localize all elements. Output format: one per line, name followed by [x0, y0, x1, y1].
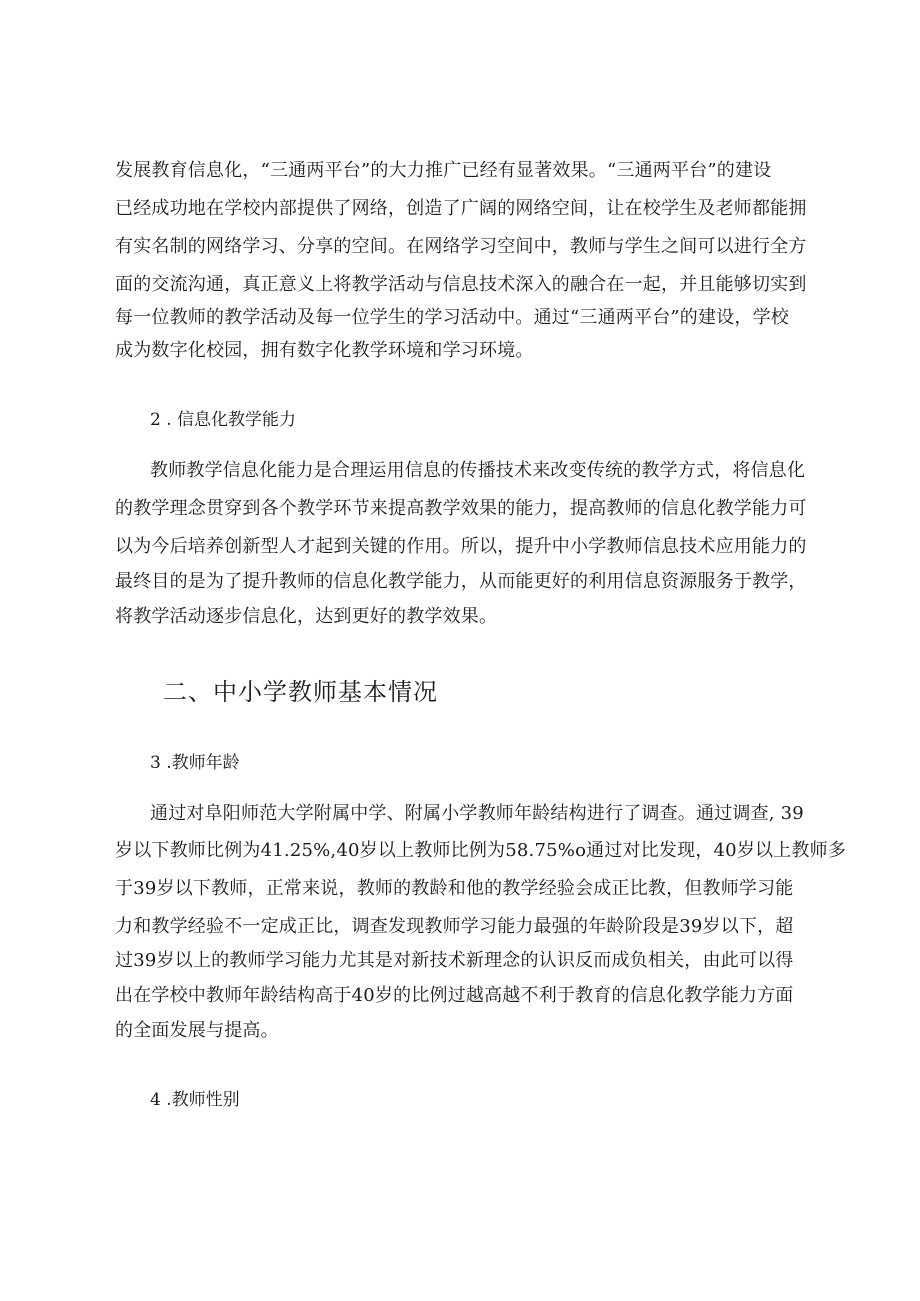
paragraph-3-line-7: 的全面发展与提高。 — [115, 1020, 279, 1041]
subheading-3: 3 .教师年龄 — [150, 753, 240, 773]
section-title: 二、中小学教师基本情况 — [163, 678, 438, 706]
paragraph-1-line-4: 面的交流沟通，真正意义上将教学活动与信息技术深入的融合在一起，并且能够切实到 — [115, 274, 807, 295]
paragraph-2-line-5: 将教学活动逐步信息化，达到更好的教学效果。 — [115, 606, 498, 627]
paragraph-2-line-2: 的教学理念贯穿到各个教学环节来提高教学效果的能力，提高教师的信息化教学能力可 — [115, 498, 807, 519]
paragraph-1-line-1: 发展教育信息化，“三通两平台”的大力推广已经有显著效果。“三通两平台”的建设 — [115, 160, 772, 181]
paragraph-1-line-2: 已经成功地在学校内部提供了网络，创造了广阔的网络空间，让在校学生及老师都能拥 — [115, 198, 807, 219]
paragraph-3-line-5: 过39岁以上的教师学习能力尤其是对新技术新理念的认识反而成负相关，由此可以得 — [115, 950, 794, 971]
paragraph-1-line-5: 每一位教师的教学活动及每一位学生的学习活动中。通过“三通两平台”的建设，学校 — [115, 307, 790, 328]
paragraph-1-line-3: 有实名制的网络学习、分享的空间。在网络学习空间中，教师与学生之间可以进行全方 — [115, 236, 807, 257]
subheading-4: 4 .教师性别 — [150, 1090, 240, 1110]
paragraph-1-line-6: 成为数字化校园，拥有数字化教学环境和学习环境。 — [115, 340, 534, 361]
paragraph-2-line-3: 以为今后培养创新型人才起到关键的作用。所以，提升中小学教师信息技术应用能力的 — [115, 536, 807, 557]
paragraph-2-line-4: 最终目的是为了提升教师的信息化教学能力，从而能更好的利用信息资源服务于教学， — [115, 571, 807, 592]
paragraph-3-line-1: 通过对阜阳师范大学附属中学、附属小学教师年龄结构进行了调查。通过调查, 39 — [150, 803, 804, 824]
paragraph-3-line-4: 力和教学经验不一定成正比，调查发现教师学习能力最强的年龄阶段是39岁以下，超 — [115, 916, 794, 937]
paragraph-2-line-1: 教师教学信息化能力是合理运用信息的传播技术来改变传统的教学方式，将信息化 — [150, 460, 806, 481]
subheading-2: 2 . 信息化教学能力 — [150, 410, 297, 430]
paragraph-3-line-3: 于39岁以下教师，正常来说，教师的教龄和他的教学经验会成正比教，但教师学习能 — [115, 878, 794, 899]
paragraph-3-line-2: 岁以下教师比例为41.25%,40岁以上教师比例为58.75%o通过对比发现，40岁以上教师多 — [115, 840, 847, 861]
paragraph-3-line-6: 出在学校中教师年龄结构高于40岁的比例过越高越不利于教育的信息化教学能力方面 — [115, 985, 794, 1006]
